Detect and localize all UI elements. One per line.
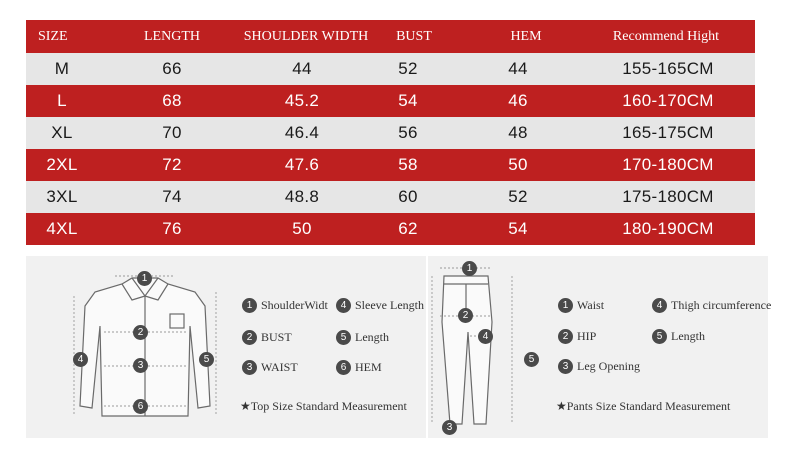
cell-hem: 44 — [508, 59, 528, 78]
table-header-row — [26, 20, 755, 53]
legend-number-icon: 5 — [336, 330, 351, 345]
top-legend-length — [336, 330, 389, 345]
pants-marker-2: 2 — [458, 308, 473, 323]
header-shoulder-width: SHOULDER WIDTH — [243, 28, 369, 44]
shirt-marker-6: 6 — [133, 399, 148, 414]
cell-shoulder-width: 45.2 — [284, 91, 320, 110]
top-legend-waist — [242, 360, 298, 375]
cell-recommend-height: 155-165CM — [622, 59, 714, 78]
cell-bust: 58 — [398, 155, 418, 174]
pants-legend-hip — [558, 329, 596, 344]
cell-hem: 52 — [508, 187, 528, 206]
cell-size: 2XL — [46, 155, 78, 174]
legend-label: ShoulderWidt — [261, 298, 328, 312]
cell-hem: 48 — [508, 123, 528, 142]
pants-size-note: ★Pants Size Standard Measurement — [556, 399, 731, 413]
pants-legend-leg-opening — [558, 359, 640, 374]
cell-shoulder-width: 47.6 — [284, 155, 320, 174]
cell-size: 3XL — [46, 187, 78, 206]
cell-recommend-height: 175-180CM — [622, 187, 714, 206]
table-row — [26, 149, 755, 181]
cell-length: 72 — [162, 155, 182, 174]
shirt-marker-3: 3 — [133, 358, 148, 373]
legend-label: WAIST — [261, 360, 298, 374]
top-legend-shoulder-width — [242, 298, 328, 313]
pants-legend-length — [652, 329, 705, 344]
top-legend-bust — [242, 330, 292, 345]
header-bust: BUST — [396, 28, 432, 44]
table-row — [26, 117, 755, 149]
cell-hem: 50 — [508, 155, 528, 174]
header-hem: HEM — [510, 28, 542, 44]
legend-number-icon: 1 — [558, 298, 573, 313]
legend-label: Leg Opening — [577, 359, 640, 373]
pants-legend-thigh-circumference — [652, 298, 771, 313]
cell-size: 4XL — [46, 219, 78, 238]
cell-shoulder-width: 48.8 — [284, 187, 320, 206]
size-chart-table — [26, 20, 755, 245]
cell-size: L — [57, 91, 67, 110]
cell-bust: 56 — [398, 123, 418, 142]
table-row — [26, 213, 755, 245]
legend-number-icon: 3 — [242, 360, 257, 375]
table-row — [26, 85, 755, 117]
cell-bust: 60 — [398, 187, 418, 206]
cell-length: 68 — [162, 91, 182, 110]
cell-length: 74 — [162, 187, 182, 206]
legend-number-icon: 4 — [652, 298, 667, 313]
table-row — [26, 181, 755, 213]
legend-number-icon: 2 — [558, 329, 573, 344]
legend-label: HEM — [355, 360, 382, 374]
cell-recommend-height: 170-180CM — [622, 155, 714, 174]
cell-length: 66 — [162, 59, 182, 78]
cell-bust: 62 — [398, 219, 418, 238]
cell-size: M — [54, 59, 70, 78]
legend-label: Waist — [577, 298, 605, 312]
pants-marker-3: 3 — [442, 420, 457, 435]
cell-recommend-height: 180-190CM — [622, 219, 714, 238]
top-size-note: ★Top Size Standard Measurement — [240, 399, 407, 413]
legend-number-icon: 2 — [242, 330, 257, 345]
cell-recommend-height: 165-175CM — [622, 123, 714, 142]
cell-size: XL — [51, 123, 73, 142]
legend-label: Sleeve Length — [355, 298, 424, 312]
legend-number-icon: 6 — [336, 360, 351, 375]
pants-marker-4: 4 — [478, 329, 493, 344]
legend-label: BUST — [261, 330, 292, 344]
cell-shoulder-width: 44 — [292, 59, 312, 78]
header-size: SIZE — [38, 28, 68, 44]
cell-bust: 52 — [398, 59, 418, 78]
header-recommend-height: Recommend Hight — [612, 28, 720, 44]
pants-legend-waist — [558, 298, 604, 313]
shirt-marker-2: 2 — [133, 325, 148, 340]
cell-length: 70 — [162, 123, 182, 142]
legend-label: Thigh circumference — [671, 298, 772, 312]
cell-length: 76 — [162, 219, 182, 238]
cell-hem: 46 — [508, 91, 528, 110]
legend-number-icon: 5 — [652, 329, 667, 344]
legend-label: Length — [355, 330, 389, 344]
top-legend-hem — [336, 360, 382, 375]
legend-number-icon: 1 — [242, 298, 257, 313]
table-row — [26, 53, 755, 85]
shirt-marker-5: 5 — [199, 352, 214, 367]
pants-diagram-icon — [430, 262, 540, 438]
pants-marker-5: 5 — [524, 352, 539, 367]
legend-label: Length — [671, 329, 705, 343]
top-legend-sleeve-length — [336, 298, 424, 313]
cell-shoulder-width: 50 — [292, 219, 312, 238]
cell-recommend-height: 160-170CM — [622, 91, 714, 110]
shirt-marker-4: 4 — [73, 352, 88, 367]
cell-shoulder-width: 46.4 — [284, 123, 320, 142]
pants-marker-1: 1 — [462, 261, 477, 276]
legend-number-icon: 4 — [336, 298, 351, 313]
shirt-marker-1: 1 — [137, 271, 152, 286]
legend-label: HIP — [577, 329, 597, 343]
legend-number-icon: 3 — [558, 359, 573, 374]
header-length: LENGTH — [144, 28, 200, 44]
cell-bust: 54 — [398, 91, 418, 110]
cell-hem: 54 — [508, 219, 528, 238]
